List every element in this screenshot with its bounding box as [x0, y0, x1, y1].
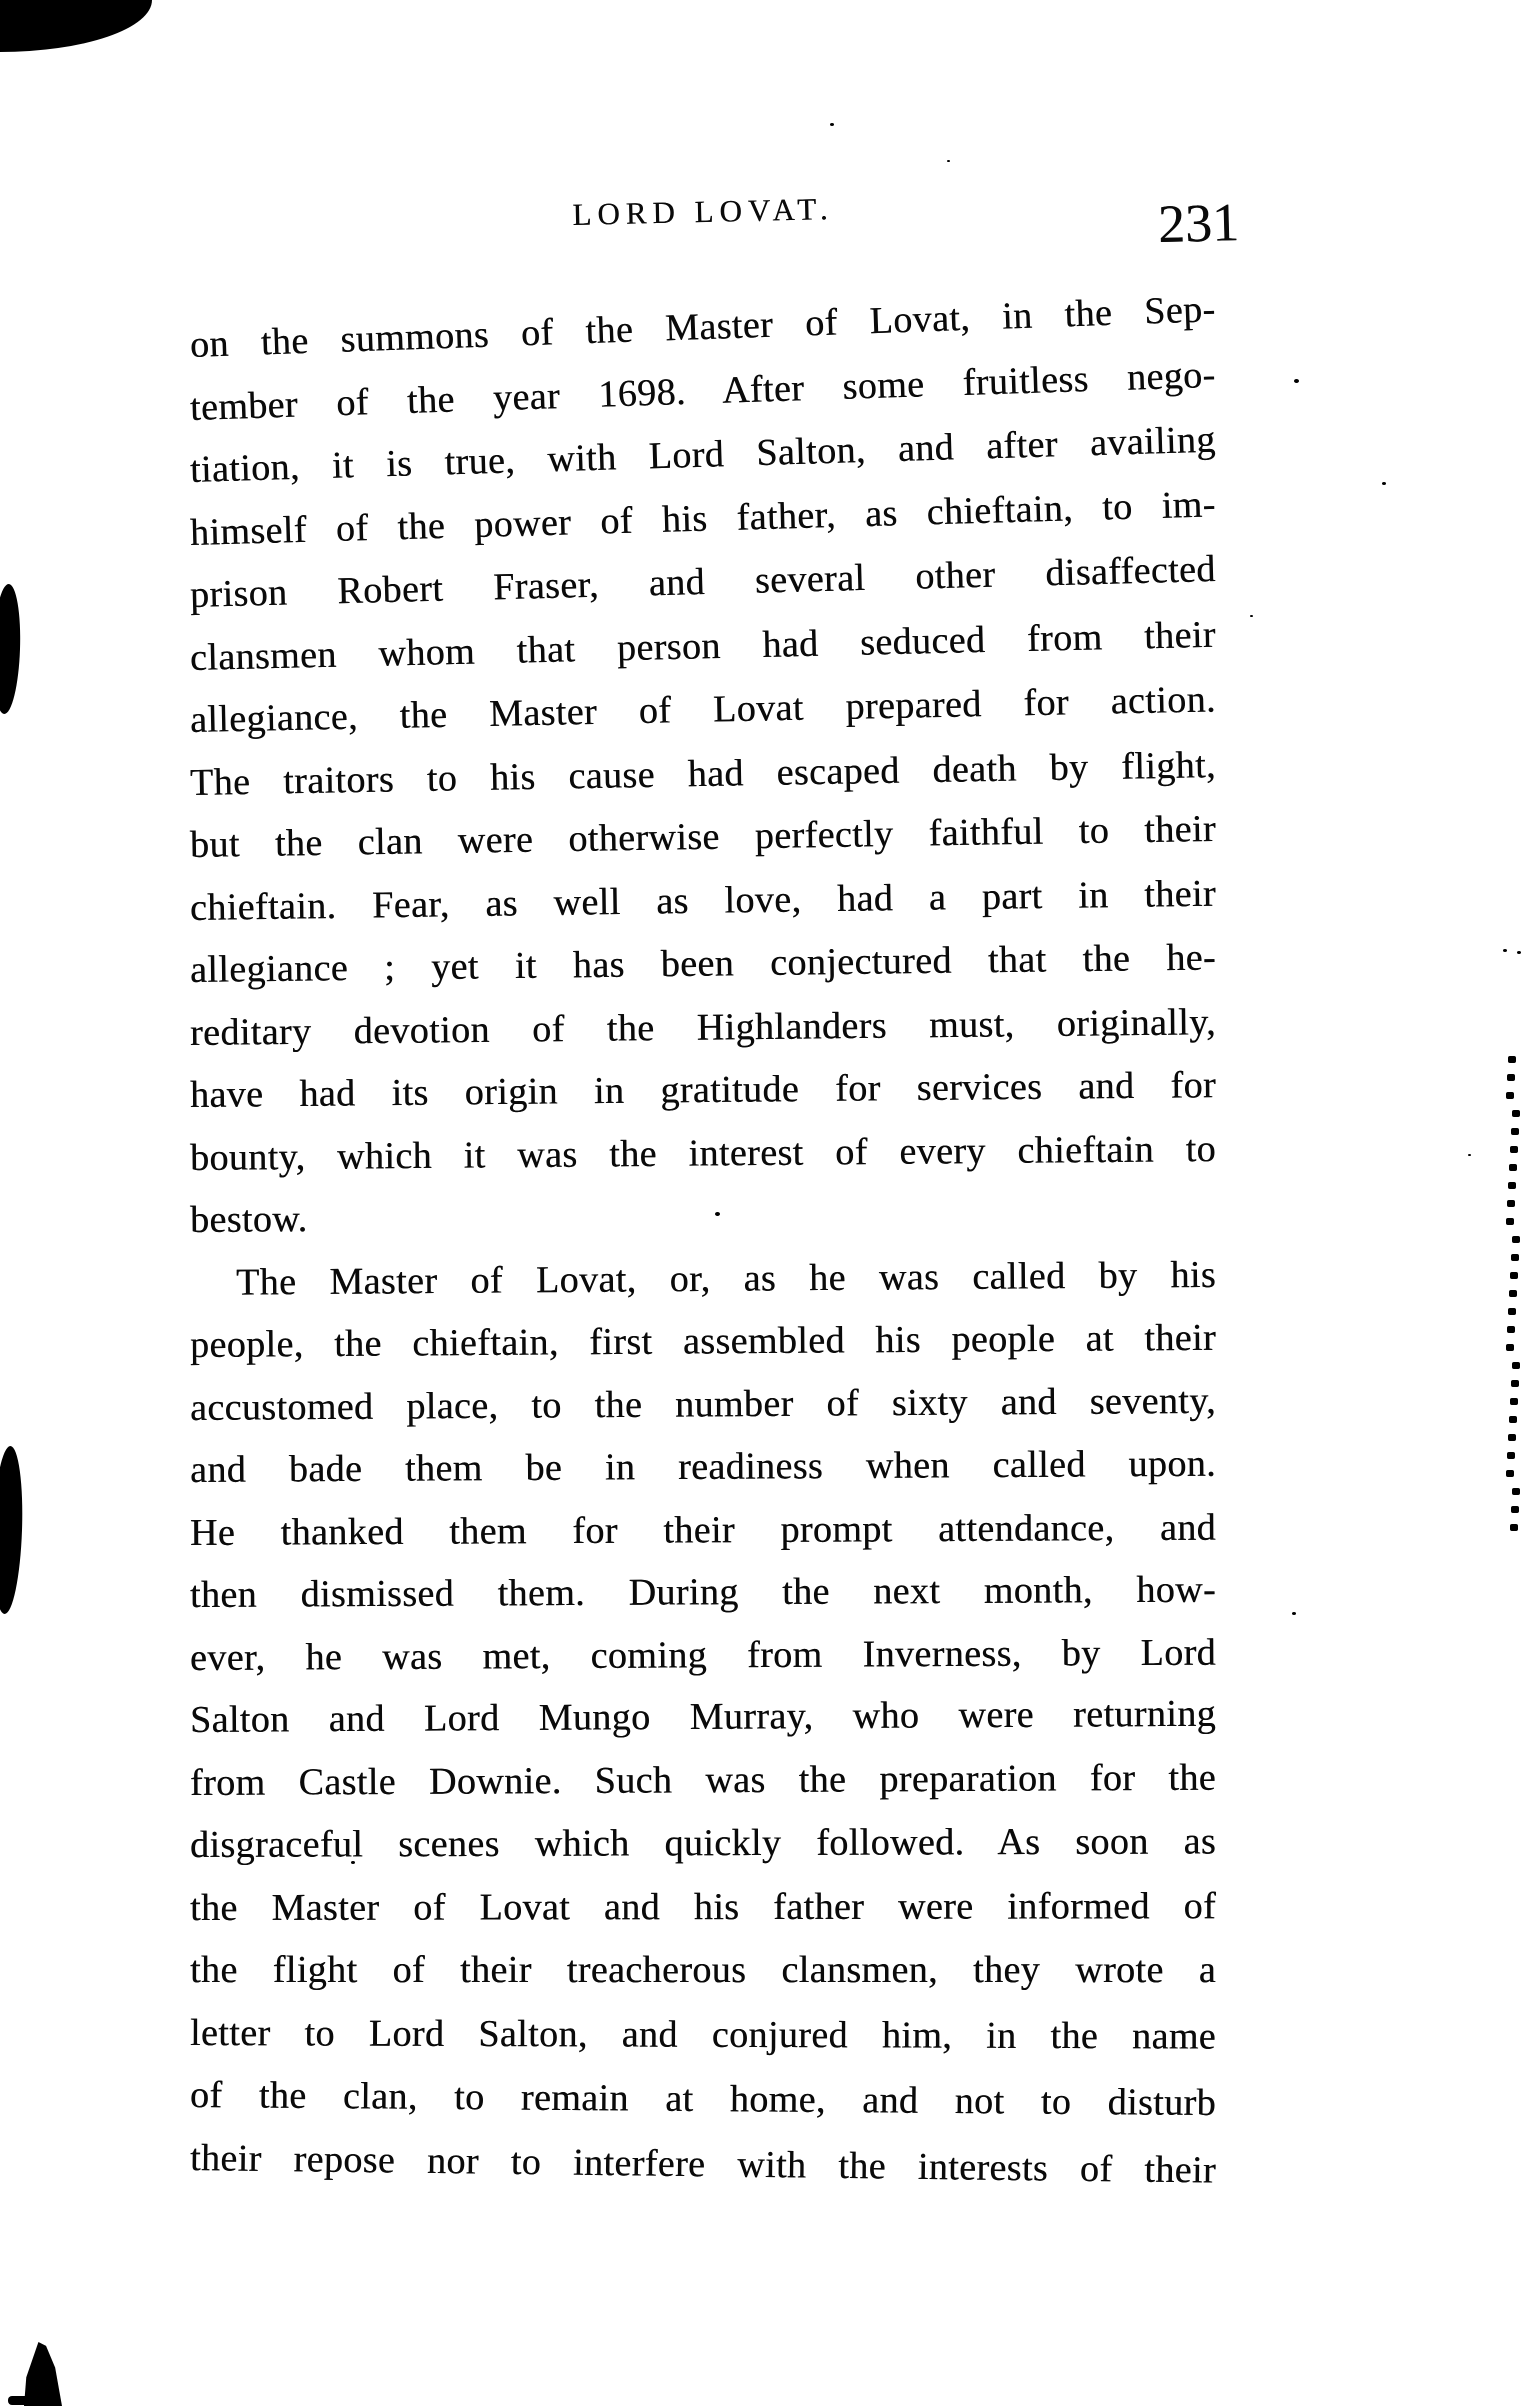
text-line: reditary devotion of the Highlanders must, originally,	[189, 1000, 1217, 1054]
noise-dash	[1512, 1110, 1520, 1117]
text-line: The Master of Lovat, or, as he was called by his	[235, 1253, 1217, 1304]
text-line: tiation, it is true, with Lord Salton, and after availing	[189, 418, 1217, 491]
text-line: prison Robert Fraser, and several other disaffected	[189, 548, 1217, 616]
speck	[1517, 951, 1521, 954]
text-line: people, the chieftain, first assembled his people at their	[189, 1316, 1217, 1366]
text-line: allegiance ; yet it has been conjectured that the he-	[189, 936, 1217, 991]
text-line: Salton and Lord Mungo Murray, who were returning	[189, 1692, 1217, 1741]
noise-dash	[1506, 1092, 1514, 1099]
noise-dash	[1508, 1056, 1516, 1063]
text-line: then dismissed them. During the next month, how-	[189, 1568, 1217, 1616]
noise-dash	[1511, 1128, 1519, 1135]
ink-smudge-left-upper	[0, 584, 22, 715]
speck	[1503, 949, 1507, 952]
noise-dash	[1507, 1200, 1515, 1207]
speck	[830, 123, 834, 126]
noise-dash	[1506, 1470, 1514, 1477]
running-head-title: LORD LOVAT.	[572, 191, 834, 232]
text-line: the flight of their treacherous clansmen, they wrote a	[190, 1949, 1216, 1991]
noise-dash	[1511, 1380, 1519, 1387]
noise-dash	[1509, 1416, 1517, 1423]
speck	[1250, 615, 1253, 617]
text-line: He thanked them for their prompt attendance, and	[189, 1506, 1217, 1554]
noise-dash	[1510, 1146, 1518, 1153]
text-line: but the clan were otherwise perfectly faithful to their	[189, 807, 1217, 866]
noise-dash	[1507, 1452, 1515, 1459]
text-line: chieftain. Fear, as well as love, had a part in their	[189, 872, 1217, 929]
speck	[1292, 1612, 1296, 1615]
noise-dash	[1508, 1434, 1516, 1441]
text-block	[189, 288, 1217, 2192]
noise-dash	[1512, 1488, 1520, 1495]
scan-corner-shadow	[0, 0, 152, 52]
text-line: and bade them be in readiness when called upon.	[189, 1442, 1217, 1491]
text-line: bounty, which it was the interest of every chieftain to	[189, 1127, 1217, 1179]
text-line: ever, he was met, coming from Inverness, by Lord	[189, 1631, 1217, 1679]
noise-dash	[1510, 1524, 1518, 1531]
noise-dash	[1508, 1308, 1516, 1315]
noise-dash	[1512, 1236, 1520, 1243]
noise-dash	[1510, 1272, 1518, 1279]
text-line: accustomed place, to the number of sixty and seventy,	[189, 1379, 1217, 1429]
ink-dash-bottom-left	[8, 2396, 32, 2405]
page-number: 231	[1157, 192, 1240, 255]
text-line: The traitors to his cause had escaped death by flight,	[189, 743, 1217, 804]
noise-dash	[1508, 1182, 1516, 1189]
noise-dash	[1509, 1164, 1517, 1171]
text-line: disgraceful scenes which quickly followed. As soon as	[189, 1820, 1217, 1866]
text-line: himself of the power of his father, as chieftain, to im-	[189, 482, 1217, 554]
noise-dash	[1512, 1362, 1520, 1369]
text-line: tember of the year 1698. After some fruitless nego-	[189, 353, 1217, 429]
speck	[1468, 1154, 1471, 1156]
text-line: their repose nor to interfere with the interests of their	[189, 2136, 1217, 2192]
text-line: from Castle Downie. Such was the preparation for the	[189, 1756, 1217, 1804]
noise-dash	[1509, 1290, 1517, 1297]
noise-dash	[1511, 1506, 1519, 1513]
noise-dash	[1510, 1398, 1518, 1405]
noise-dash	[1507, 1326, 1515, 1333]
text-line: allegiance, the Master of Lovat prepared for action.	[189, 678, 1217, 741]
text-line: have had its origin in gratitude for services and for	[189, 1064, 1217, 1116]
noise-dash	[1506, 1344, 1514, 1351]
speck	[1382, 482, 1386, 485]
noise-dash	[1506, 1218, 1514, 1225]
text-line: letter to Lord Salton, and conjured him, in the name	[189, 2011, 1217, 2058]
noise-dash	[1511, 1254, 1519, 1261]
noise-dash	[1507, 1074, 1515, 1081]
text-line: the Master of Lovat and his father were informed of	[189, 1884, 1217, 1929]
text-line: on the summons of the Master of Lovat, in the Sep-	[189, 288, 1217, 366]
text-line: of the clan, to remain at home, and not to disturb	[189, 2074, 1217, 2125]
ink-smudge-left-lower	[0, 1446, 25, 1615]
text-line: bestow.	[189, 1198, 308, 1241]
speck	[947, 160, 950, 162]
speck	[1294, 379, 1299, 383]
text-line: clansmen whom that person had seduced from their	[189, 613, 1217, 679]
